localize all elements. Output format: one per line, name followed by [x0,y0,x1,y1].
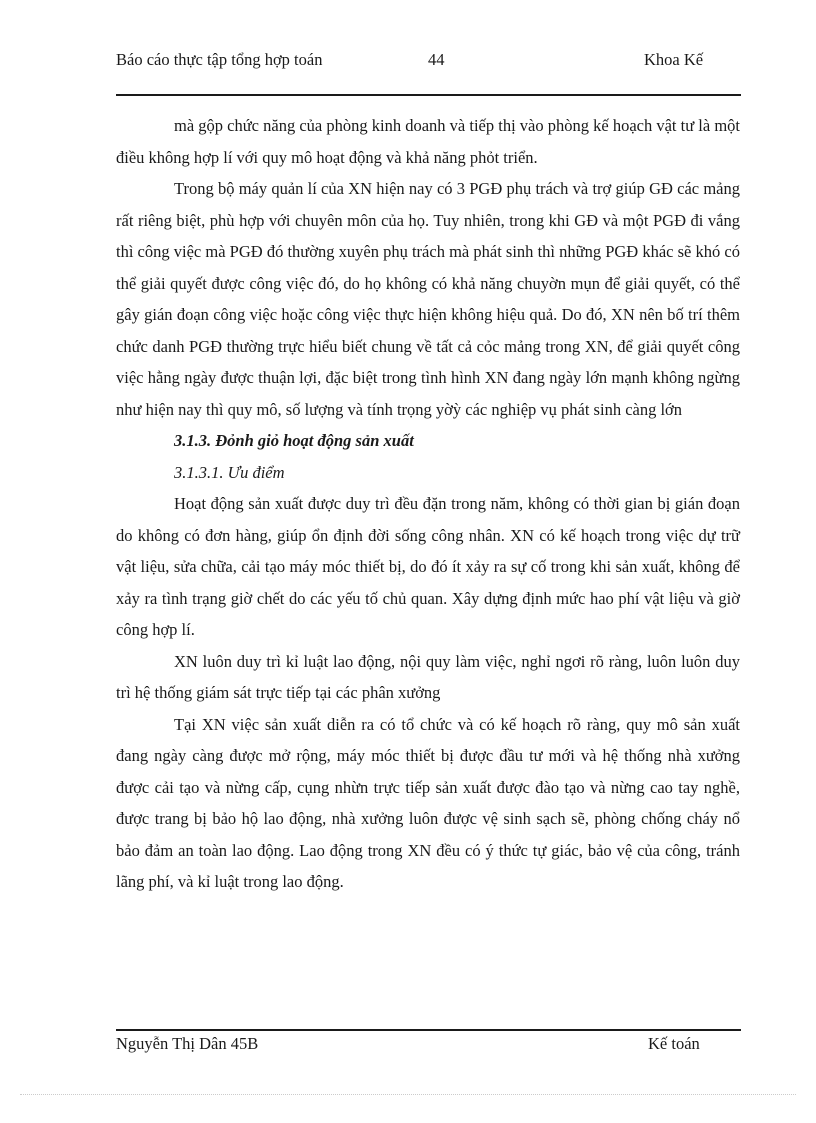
header-rule [116,94,741,96]
paragraph-management: Trong bộ máy quản lí của XN hiện nay có 3 PGĐ phụ trách và trợ giúp GĐ các mảng rất riêng biệt, phù hợp với chuyên môn của họ. Tuy nhiên, trong khi GĐ và một PGĐ đi vắng thì công việc mà PGĐ đó thường xuyên phụ trách mà phát sinh thì những PGĐ khác sẽ khó có thể giải quyết được công việc đó, do họ không có khả năng chuyờn mụn để giải quyết, có thể gây gián đoạn công việc hoặc công việc thực hiện không hiệu quả. Do đó, XN nên bố trí thêm chức danh PGĐ thường trực hiểu biết chung về tất cả cỏc mảng trong XN, để giải quyết công việc hằng ngày được thuận lợi, đặc biệt trong tình hình XN đang ngày lớn mạnh không ngừng như hiện nay thì quy mô, số lượng và tính trọng yờỳ các nghiệp vụ phát sinh càng lớn [116,179,740,419]
page-edge-dots [20,1094,796,1095]
paragraph-discipline: XN luôn duy trì kỉ luật lao động, nội quy làm việc, nghỉ ngơi rõ ràng, luôn luôn duy trì hệ thống giám sát trực tiếp tại các phân xưởng [116,651,740,702]
footer-rule [116,1029,741,1031]
section-heading-3131: 3.1.3.1. Ưu điểm [174,462,285,482]
paragraph-production: Hoạt động sản xuất được duy trì đều đặn trong năm, không có thời gian bị gián đoạn do không có đơn hàng, giúp ổn định đời sống công nhân. XN có kế hoạch trong việc dự trữ vật liệu, sửa chữa, cải tạo máy móc thiết bị, do đó ít xảy ra sự cố trong khi sản xuất, không để xảy ra tình trạng giờ chết do các yếu tố chủ quan. Xây dựng định mức hao phí vật liệu và giờ công hợp lí. [116,494,740,639]
paragraph-continuation: mà gộp chức năng của phòng kinh doanh và tiếp thị vào phòng kế hoạch vật tư là một điều không hợp lí với quy mô hoạt động và khả năng phỏt triển. [116,116,740,167]
page-header [116,50,740,94]
page-number: 44 [428,50,445,69]
section-heading-313: 3.1.3. Đỏnh giỏ hoạt động sản xuất [174,431,414,450]
footer-author: Nguyễn Thị Dân 45B [116,1034,259,1053]
paragraph-organization: Tại XN việc sản xuất diễn ra có tổ chức và có kế hoạch rõ ràng, quy mô sản xuất đang ngày càng được mở rộng, máy móc thiết bị được đầu tư mới và hệ thống nhà xưởng được cải tạo và nừng cấp, cụng nhừn trực tiếp sản xuất được đào tạo và nừng cao tay nghề, được trang bị bảo hộ lao động, nhà xưởng luôn được vệ sinh sạch sẽ, phòng chống cháy nổ bảo đảm an toàn lao động. Lao động trong XN đều có ý thức tự giác, bảo vệ của công, tránh lãng phí, và kỉ luật trong lao động. [116,714,740,891]
footer-department: Kế toán [648,1034,700,1053]
header-report-title: Báo cáo thực tập tổng hợp toán [116,50,323,69]
header-faculty: Khoa Kế [644,50,704,69]
page-body [116,110,740,898]
